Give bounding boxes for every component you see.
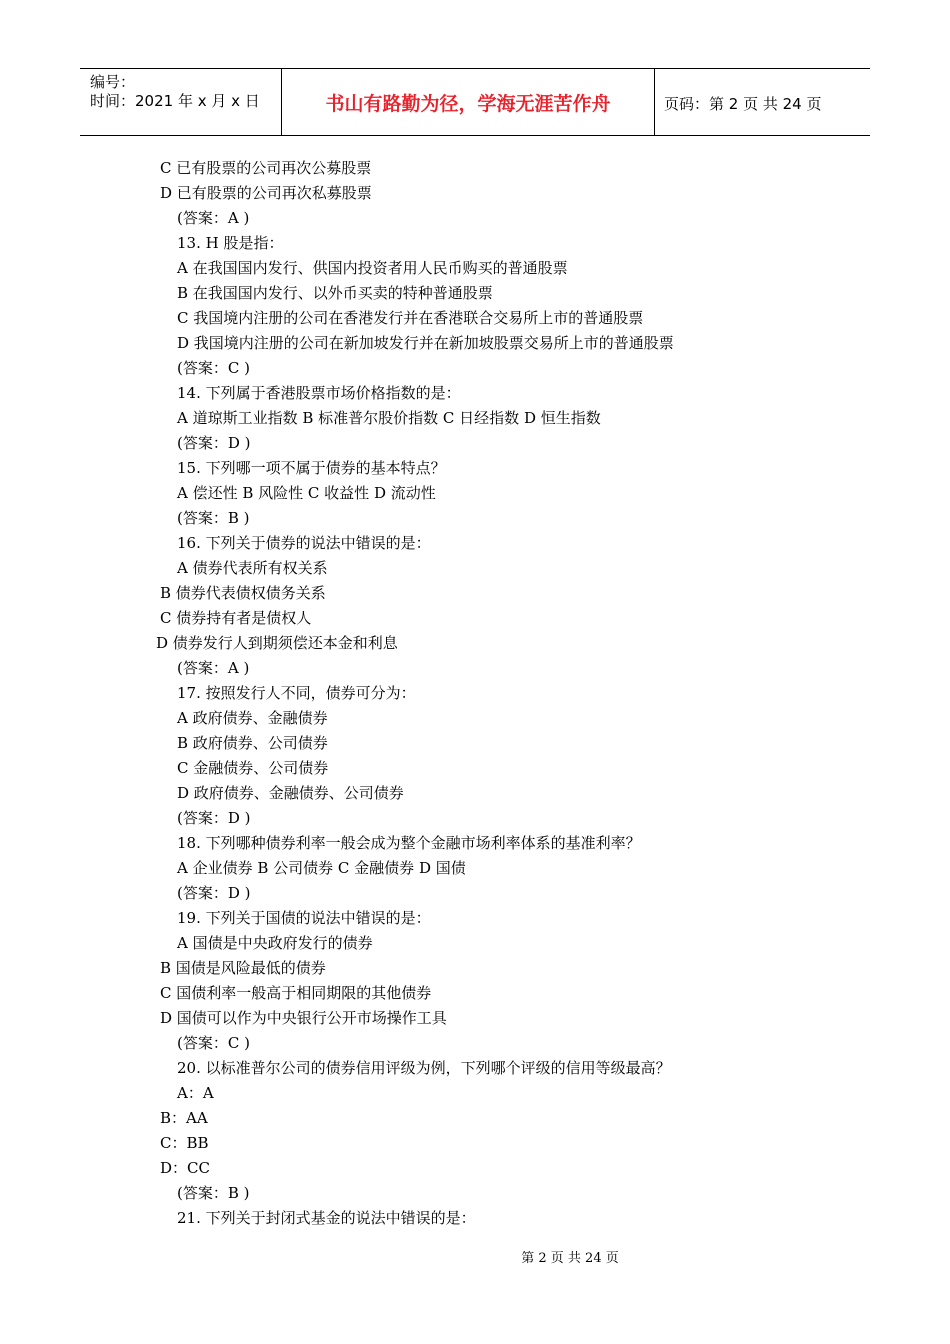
question-line: 19. 下列关于国债的说法中错误的是： xyxy=(177,909,431,927)
answer-line: (答案：A ) xyxy=(177,209,250,227)
question-line: 17. 按照发行人不同，债券可分为： xyxy=(177,684,416,702)
option-line: A 在我国国内发行、供国内投资者用人民币购买的普通股票 xyxy=(177,259,568,277)
option-line: A 企业债券 B 公司债券 C 金融债券 D 国债 xyxy=(177,859,466,877)
answer-line: (答案：D ) xyxy=(177,434,251,452)
option-line: A 债券代表所有权关系 xyxy=(177,559,328,577)
document-date: 时间：2021 年 x 月 x 日 xyxy=(90,92,260,110)
question-line: 14. 下列属于香港股票市场价格指数的是： xyxy=(177,384,461,402)
answer-line: (答案：C ) xyxy=(177,359,250,377)
option-line: D 我国境内注册的公司在新加坡发行并在新加坡股票交易所上市的普通股票 xyxy=(177,334,674,352)
header-motto: 书山有路勤为径，学海无涯苦作舟 xyxy=(325,93,611,115)
header-divider xyxy=(654,69,655,135)
answer-line: (答案：C ) xyxy=(177,1034,250,1052)
option-line: C 债券持有者是债权人 xyxy=(160,609,312,627)
answer-line: (答案：B ) xyxy=(177,509,250,527)
answer-line: (答案：A ) xyxy=(177,659,250,677)
option-line: D：CC xyxy=(160,1159,210,1177)
question-line: 20. 以标准普尔公司的债券信用评级为例，下列哪个评级的信用等级最高？ xyxy=(177,1059,671,1077)
question-line: 18. 下列哪种债券利率一般会成为整个金融市场利率体系的基准利率？ xyxy=(177,834,641,852)
option-line: A 国债是中央政府发行的债券 xyxy=(177,934,373,952)
option-line: A 偿还性 B 风险性 C 收益性 D 流动性 xyxy=(177,484,436,502)
answer-line: (答案：D ) xyxy=(177,809,251,827)
option-line: A：A xyxy=(177,1084,214,1102)
page-header xyxy=(80,68,870,136)
option-line: C 国债利率一般高于相同期限的其他债券 xyxy=(160,984,432,1002)
option-line: D 债券发行人到期须偿还本金和利息 xyxy=(156,634,398,652)
option-line: C 我国境内注册的公司在香港发行并在香港联合交易所上市的普通股票 xyxy=(177,309,644,327)
option-line: B 债券代表债权债务关系 xyxy=(160,584,326,602)
header-page-number: 页码：第 2 页 共 24 页 xyxy=(664,95,822,113)
question-line: 16. 下列关于债券的说法中错误的是： xyxy=(177,534,431,552)
option-line: D 国债可以作为中央银行公开市场操作工具 xyxy=(160,1009,447,1027)
answer-line: (答案：B ) xyxy=(177,1184,250,1202)
option-line: B 政府债券、公司债券 xyxy=(177,734,328,752)
option-line: B 国债是风险最低的债券 xyxy=(160,959,326,977)
answer-line: (答案：D ) xyxy=(177,884,251,902)
option-line: C 金融债券、公司债券 xyxy=(177,759,329,777)
question-line: 15. 下列哪一项不属于债券的基本特点？ xyxy=(177,459,446,477)
page-footer: 第 2 页 共 24 页 xyxy=(521,1251,619,1266)
question-line: 21. 下列关于封闭式基金的说法中错误的是： xyxy=(177,1209,476,1227)
option-line: D 政府债券、金融债券、公司债券 xyxy=(177,784,404,802)
option-line: B 在我国国内发行、以外币买卖的特种普通股票 xyxy=(177,284,493,302)
document-number: 编号： xyxy=(90,73,136,91)
option-line: D 已有股票的公司再次私募股票 xyxy=(160,184,372,202)
option-line: C：BB xyxy=(160,1134,209,1152)
option-line: A 政府债券、金融债券 xyxy=(177,709,328,727)
option-line: A 道琼斯工业指数 B 标准普尔股价指数 C 日经指数 D 恒生指数 xyxy=(177,409,601,427)
question-line: 13. H 股是指： xyxy=(177,234,284,252)
option-line: B：AA xyxy=(160,1109,208,1127)
option-line: C 已有股票的公司再次公募股票 xyxy=(160,159,372,177)
